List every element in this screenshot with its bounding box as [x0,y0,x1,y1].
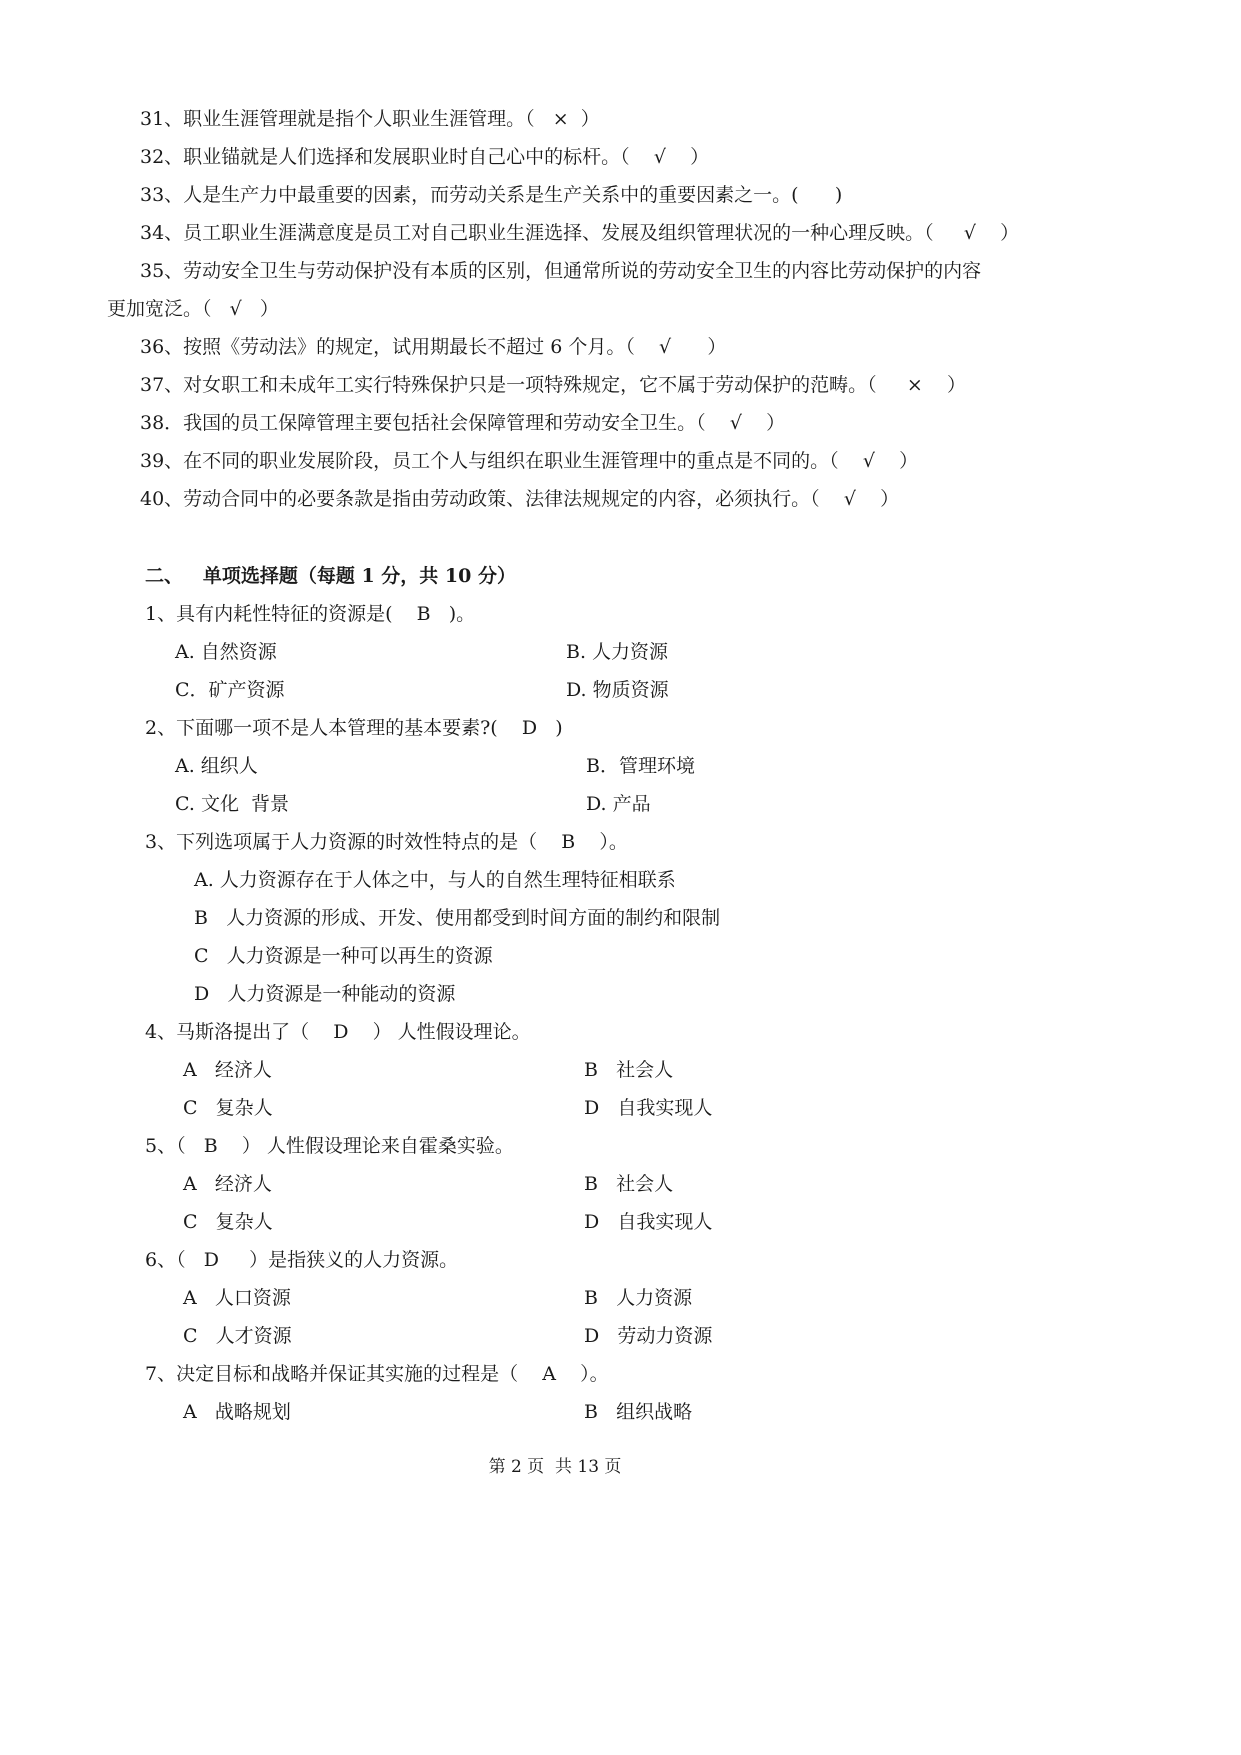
q2-option-c: C. 文化 背景 [175,793,290,815]
q2-option-d: D. 产品 [586,793,651,815]
tf-item-36: 36、按照《劳动法》的规定，试用期最长不超过 6 个月。（ √ ） [140,336,727,358]
q7-option-a: A 战略规划 [183,1401,291,1423]
q3-option-c: C 人力资源是一种可以再生的资源 [194,945,493,967]
q7-option-b: B 组织战略 [584,1401,693,1423]
q4-option-a: A 经济人 [183,1059,272,1081]
q6-option-a: A 人口资源 [183,1287,291,1309]
tf-item-35: 35、劳动安全卫生与劳动保护没有本质的区别，但通常所说的劳动安全卫生的内容比劳动保护的内容 [140,260,982,282]
page-footer: 第 2 页 共 13 页 [488,1457,622,1477]
tf-item-39: 39、在不同的职业发展阶段，员工个人与组织在职业生涯管理中的重点是不同的。（ √ ） [140,450,919,472]
tf-item-32: 32、职业锚就是人们选择和发展职业时自己心中的标杆。（ √ ） [140,146,710,168]
q4-option-c: C 复杂人 [183,1097,273,1119]
q3-option-b: B 人力资源的形成、开发、使用都受到时间方面的制约和限制 [194,907,721,929]
q4-option-b: B 社会人 [584,1059,674,1081]
q1-option-b: B. 人力资源 [566,641,669,663]
tf-item-35-cont: 更加宽泛。（ √ ） [107,298,279,320]
question-2: 2、下面哪一项不是人本管理的基本要素?( D ) [145,717,563,739]
q3-option-a: A. 人力资源存在于人体之中，与人的自然生理特征相联系 [194,869,676,891]
tf-item-34: 34、员工职业生涯满意度是员工对自己职业生涯选择、发展及组织管理状况的一种心理反映。（ √ ） [140,222,1020,244]
q1-option-d: D. 物质资源 [566,679,669,701]
q2-option-b: B．管理环境 [586,755,695,777]
q1-option-a: A. 自然资源 [175,641,277,663]
q6-option-d: D 劳动力资源 [584,1325,713,1347]
tf-item-33: 33、人是生产力中最重要的因素，而劳动关系是生产关系中的重要因素之一。( ) [140,184,843,206]
tf-item-37: 37、对女职工和未成年工实行特殊保护只是一项特殊规定，它不属于劳动保护的范畴。（ × ） [140,374,966,396]
q2-option-a: A. 组织人 [175,755,258,777]
q5-option-a: A 经济人 [183,1173,272,1195]
q5-option-d: D 自我实现人 [584,1211,713,1233]
question-4: 4、马斯洛提出了（ D ） 人性假设理论。 [145,1021,531,1043]
question-3: 3、下列选项属于人力资源的时效性特点的是（ B ）。 [145,831,628,853]
question-7: 7、决定目标和战略并保证其实施的过程是（ A ）。 [145,1363,609,1385]
q4-option-d: D 自我实现人 [584,1097,713,1119]
q5-option-b: B 社会人 [584,1173,674,1195]
question-1: 1、具有内耗性特征的资源是( B )。 [145,603,476,625]
question-5: 5、（ B ） 人性假设理论来自霍桑实验。 [145,1135,514,1157]
section-heading: 二、 单项选择题（每题 1 分，共 10 分） [145,565,516,587]
q1-option-c: C．矿产资源 [175,679,285,701]
tf-item-31: 31、职业生涯管理就是指个人职业生涯管理。（ × ） [140,108,600,130]
q5-option-c: C 复杂人 [183,1211,273,1233]
tf-item-38: 38．我国的员工保障管理主要包括社会保障管理和劳动安全卫生。（ √ ） [140,412,786,434]
q3-option-d: D 人力资源是一种能动的资源 [194,983,456,1005]
q6-option-c: C 人才资源 [183,1325,292,1347]
q6-option-b: B 人力资源 [584,1287,693,1309]
tf-item-40: 40、劳动合同中的必要条款是指由劳动政策、法律法规规定的内容，必须执行。（ √ ） [140,488,900,510]
question-6: 6、（ D ）是指狭义的人力资源。 [145,1249,459,1271]
